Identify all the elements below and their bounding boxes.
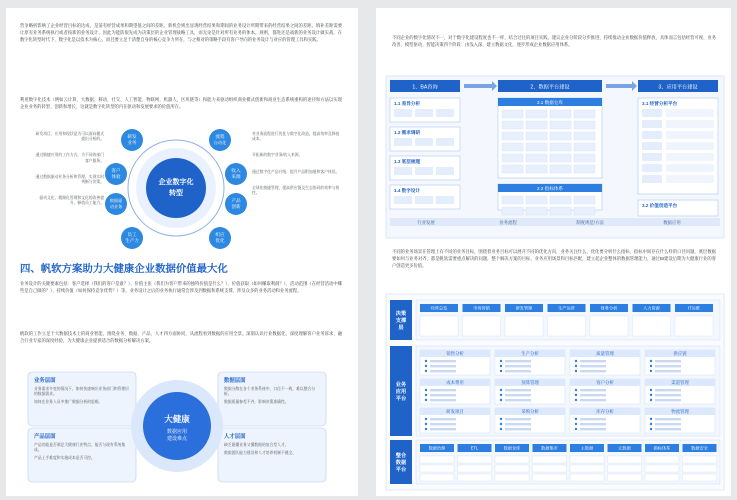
arch-bottom-tab-label: 数据集市 [541, 445, 558, 451]
roadmap-col1-label: 1.3 底层梳理 [394, 159, 421, 164]
hub-note: 全球化敏捷管理，提高供应链及生态协同的效率与韧性。 [252, 185, 340, 196]
arch-grid-label: 研发项目 [446, 409, 464, 415]
arch-top-tab-label: 研发管理 [515, 305, 533, 311]
arch-grid-label: 供应链 [673, 351, 687, 357]
arch-top-tab-label: IT运维 [687, 305, 701, 311]
quadrant-bullet: 数据分散在各个业务系统中，口径不一致，难以整合分析。 [224, 387, 316, 397]
arch-top-tab-label: 财务分析 [600, 305, 618, 311]
roadmap-bottom-label: 业务流程 [499, 220, 517, 225]
left-node-label: 研发 [127, 134, 137, 139]
paragraph: 营争略析影响了企业经营目标的达成，是前有经营成果和期望值之间的差距。新机会则出显现经营结果和期间的业务设计所期带来的经营结果之间的差距。填补差距需要让原有业务系统执行或者按新的业务设计。因此为能防很先成为决策层的企业管理战略工具，而无论是针对所有业务的体本。规则，都进还是战新的业务设计做实战，在数字化转型时代下，数字化是以技术为核心，而且要立足于清楚自身的核心竞争力所在，与之相对的策略手段有客户导向的业务设计与对应的管理工具和实践。 [20, 23, 342, 43]
hub-note: 驱动文化、精细化管理和文化的改善提升，释放员工能力。 [39, 196, 104, 206]
right-node-label: 产品 [231, 198, 241, 203]
svg-text:生产力: 生产力 [125, 238, 139, 243]
hub-note: 对业务流程进行优化与数字化改造，提高效率及降低成本。 [252, 132, 340, 142]
svg-text:业务: 业务 [127, 140, 137, 145]
quadrant-bullet: 业务需求多变的情况下，如何快速响应业务部门和管理层的数据需求。 [34, 387, 129, 397]
paragraph: 利用数字化技术（例如云计算、大数据、移动、社交、人工智能、物联网、机器人、区块链等）和能力来驱动组织商业模式创新和商业生态系统重构的途径和方法以实现企业业务的转型、创新和增长，这就是数字化转型的内在驱动和发展要求的价值所在。 [20, 97, 342, 110]
arch-grid-label: 生产分析 [521, 351, 539, 357]
roadmap-bottom-label: 行业发展 [417, 220, 435, 225]
roadmap-col1-label: 1.2 需求调研 [394, 130, 421, 135]
left-node-label: 员工 [127, 232, 137, 237]
arch-grid-label: 采购分析 [521, 409, 539, 415]
arch-bottom-tab-label: 指标体系 [653, 445, 671, 451]
paragraph: 不同企业的数字化情况不一，对于数字化建设程度也不一样，结合过往的项目实践，建议企业分阶段分步推进，持续推动企业数据价值释放，具体而言包括经营可视、业务改善、模型驱动、智能决策四个阶段：由浅入深，建立数据文化，逐步形成企业数据应用体系。 [392, 35, 716, 48]
arch-row-label: 整合 [395, 453, 407, 459]
right-node-label: 流程 [215, 134, 225, 139]
arch-grid-label: 预算管理 [521, 380, 539, 386]
paragraph: 业务设计的关键要素包括：客户选择（我们的客户是谁？）、价值主张（我们为客户带来的独特价值是什么？）、价值获取（如何赚取利润？）、活动范围（在经营活动中哪些是自己做的？）、持续价值（如何保持竞争优势？）等。业务设计之后的业务执行通常会涉及到数据和系统支撑，涉及众多的业务活动和业务流程。 [20, 281, 342, 294]
arch-grid-label: 物流管理 [671, 409, 689, 415]
quadrant-title: 业务层面 [34, 378, 56, 384]
left-node-label: 客户 [111, 168, 121, 173]
hub-center-line2: 转型 [169, 190, 183, 197]
hub-note: 通过数字化产品升级，提升产品附加值和客户体验。 [252, 169, 340, 174]
quadrant-bullet: 如何在业务人员中推广数据分析的思维。 [34, 400, 103, 405]
arch-bottom-tab-label: 数据仓库 [503, 445, 521, 451]
arch-top-tab-label: 人力资源 [643, 305, 660, 311]
roadmap-bottom-label: 数据应用 [663, 220, 681, 225]
arch-top-tab-label: 生产运营 [558, 305, 575, 311]
svg-text:动业务: 动业务 [109, 204, 123, 209]
svg-text:自动化: 自动化 [213, 140, 227, 145]
roadmap-col1-label: 1.4 数字设计 [394, 188, 421, 193]
svg-text:优化: 优化 [215, 238, 225, 243]
roadmap-col3-title: 3、应用平台建设 [658, 84, 698, 91]
hub-center-line1: 企业数字化 [158, 179, 194, 186]
left-page [6, 8, 358, 496]
svg-text:创新: 创新 [231, 204, 241, 209]
quadrant-title: 产品层面 [34, 434, 56, 440]
arch-bottom-tab-label: 元数据 [618, 445, 631, 451]
arch-grid-label: 销售分析 [446, 351, 464, 357]
left-node-label: 数据驱 [109, 198, 123, 203]
arch-bottom-tab-label: 数据安全 [691, 445, 708, 451]
arch-top-tab-label: 经营总览 [430, 305, 448, 311]
quadrant-title: 人才层面 [224, 434, 246, 440]
roadmap-col1-title: 1、BA咨询 [412, 84, 438, 91]
arch-grid-label: 成本费用 [446, 380, 464, 386]
right-node-label: 织应 [215, 232, 225, 237]
center-circle [143, 392, 211, 460]
quadrant-bullet: 数据团队能力建设和人才培养机制不健全。 [224, 451, 297, 456]
arch-row-label: 平台 [395, 467, 407, 473]
hub-note: 通过敏捷应用的工作方式，为不同的部门客户服务。 [35, 153, 104, 163]
arch-row-label: 业务 [395, 382, 407, 388]
arch-bottom-tab-label: 主数据 [580, 445, 594, 451]
quadrant-title: 数据层面 [224, 378, 246, 384]
arch-row-label: 层 [398, 325, 404, 331]
center-title: 大健康 [164, 414, 190, 424]
hub-note: 开拓新的数字业务/收入来源。 [252, 153, 303, 158]
arch-row-label: 平台 [395, 396, 407, 402]
center-sub2: 建设难点 [166, 436, 188, 442]
arch-row-label: 数据 [395, 460, 407, 466]
paragraph: 不同的业务场景在管理上有不同的业务目标，围绕着业务目标可以展开不同的优化方向，业务关注什么，优化要分析什么指标，指标中间存在什么样的口径问题，底层数据要如何与业务对齐，都是帆软需要重点解决的问题，整个解决方案的目标，业务应用场景和目标匹配，建立起企业整体的数据管理能力，通过BI建设后期为大健康行业的客户创造更多价值。 [392, 249, 716, 269]
roadmap-col3-label: 3.2 价值创造平台 [642, 203, 678, 208]
roadmap-col1-label: 1.1 差异分析 [394, 101, 421, 106]
center-sub1: 数据应用 [166, 429, 188, 435]
quadrant-bullet: 数据质量参差不齐，影响决策准确性。 [224, 400, 289, 405]
arch-row-label: 决策 [395, 311, 407, 317]
architecture-diagram [376, 8, 731, 496]
arch-row-label: 支撑 [395, 318, 407, 324]
quadrant-bullet: 产品功能是否满足大健康行业特点，能否与现有系统集成。 [34, 443, 126, 453]
arch-grid-label: 库存分析 [596, 409, 614, 415]
right-node-label: 收入 [231, 168, 241, 173]
roadmap-col2-title: 2、数据平台建设 [530, 84, 570, 91]
challenge-diagram [6, 8, 358, 496]
roadmap-col2-label: 2.1 数据仓库 [536, 100, 564, 105]
svg-text:体验: 体验 [111, 174, 121, 179]
roadmap-col3-label: 3.1 经营分析平台 [642, 101, 678, 106]
arch-bottom-tab-label: 数据治理 [428, 445, 446, 451]
paragraph: 帆软的工作立足于大数据技术上的商业智能，围绕业务、数据、产品、人才四方面协同，从流程看到数据的应用全景。深刻认识行业数据化，深度理解客户业务诉求，融合行业专家的深度经验，为大健康企业提供适合的数据分析解决方案。 [20, 331, 342, 344]
section-heading: 四、帆软方案助力大健康企业数据价值最大化 [20, 264, 228, 275]
arch-row-label: 应用 [395, 389, 407, 395]
arch-grid-label: 客户分析 [596, 380, 614, 386]
svg-text:来源: 来源 [231, 174, 241, 179]
arch-grid-label: 渠道管理 [671, 380, 689, 386]
right-page [376, 8, 731, 496]
hub-note: 通过数据驱动业务分析和管理，实现实时判断与决策。 [35, 174, 104, 185]
arch-bottom-tab-label: ETL [470, 445, 479, 451]
quadrant-bullet: 缺乏既懂业务又懂数据的复合型人才。 [224, 443, 289, 447]
arch-top-tab-label: 市场营销 [473, 305, 490, 311]
quadrant-bullet: 产品上手难度和实施成本是否可控。 [34, 456, 95, 461]
arch-grid-label: 质量管理 [596, 351, 614, 357]
roadmap-col2-label: 2.2 指标体系 [536, 186, 564, 191]
hub-note: 研发项目、应用和现状是为可以面向模式提出分析的。 [35, 132, 104, 142]
roadmap-bottom-label: 制度规范/方法 [576, 220, 604, 225]
